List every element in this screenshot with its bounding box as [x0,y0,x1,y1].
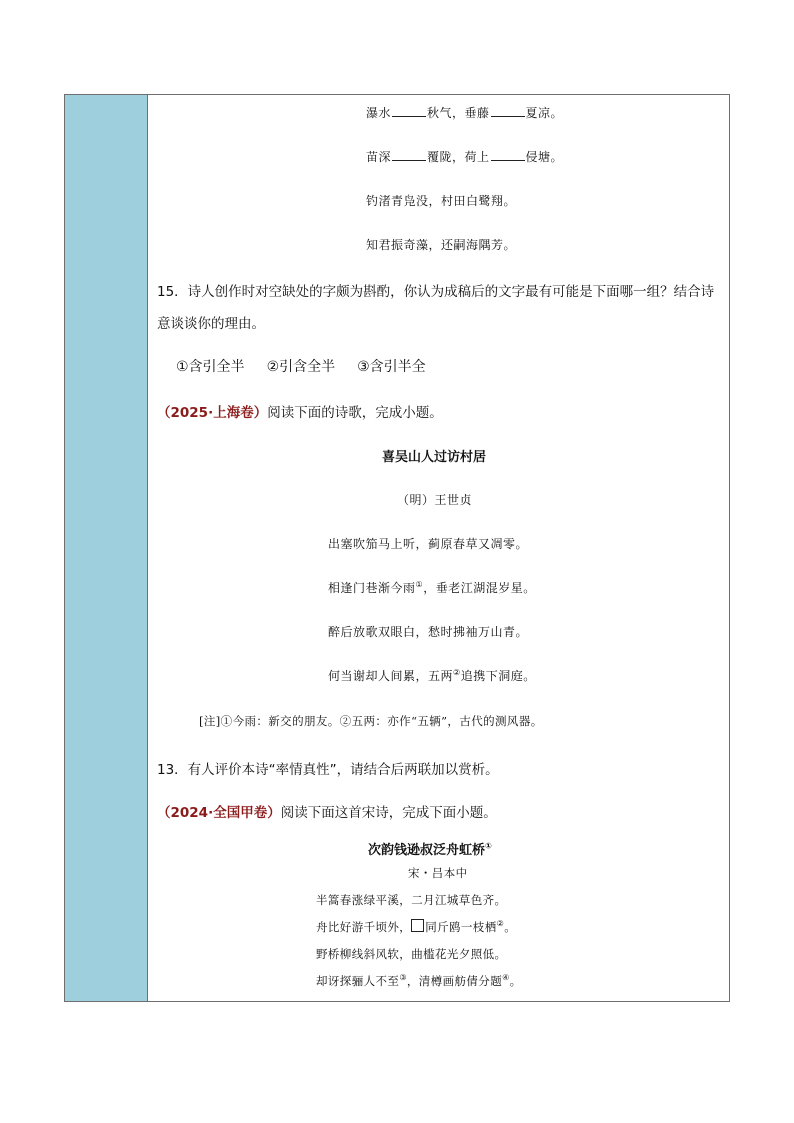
exam-source-tag: （2025·上海卷） [157,405,268,421]
option-2[interactable]: ②引含全半 [266,359,336,375]
poem1-line1 [366,104,563,121]
poem2-line1: 出塞吹笳马上听，蓟原春草又凋零。 [328,537,529,551]
fill-blank[interactable] [491,150,525,161]
option-3[interactable]: ③含引半全 [357,359,426,375]
poem1-line2 [366,148,563,165]
poem3-line2-part-b: 同斤鸥一枝栖 [425,920,497,934]
poem2-line2 [328,579,536,596]
page-frame [64,94,730,1002]
missing-character-box [411,919,424,932]
question-13: 13．有人评价本诗“率情真性”，请结合后两联加以赏析。 [157,762,499,778]
footnote-marker: ② [496,919,505,929]
poem3-line2 [316,919,516,935]
poem2-line3: 醉后放歌双眼白，愁时拂袖万山青。 [328,625,529,639]
poem2-line2-part-a: 相逢门巷渐今雨 [328,581,416,595]
poem3-title-text: 次韵钱逊叔泛舟虹桥 [368,843,486,858]
source-line-2025 [157,401,443,421]
exam-source-tag: （2024·全国甲卷） [157,805,281,821]
question-15-line2: 意谈谈你的理由。 [157,316,265,332]
poem2-line4-part-b: 追携下洞庭。 [460,669,536,683]
question-15-options [176,356,426,376]
poem1-line1-part-b: 秋气，垂藤 [427,106,490,120]
poem1-line1-part-a: 瀑水 [366,106,392,120]
poem2-annotation: [注]①今雨：新交的朋友。②五两：亦作“五辆”，古代的测风器。 [199,714,543,728]
option-1[interactable]: ①含引全半 [176,359,245,375]
poem2-line2-part-b: ，垂老江湖混岁星。 [423,581,536,595]
poem3-line4-part-c: 。 [509,974,522,988]
poem3-title [368,839,492,858]
poem3-line4-part-b: ，清樽画舫倩分题 [406,974,503,988]
fill-blank[interactable] [491,106,525,117]
fill-blank[interactable] [392,106,426,117]
fill-blank[interactable] [392,150,426,161]
footnote-marker: ③ [399,973,407,983]
source-instruction: 阅读下面这首宋诗，完成下面小题。 [280,805,497,821]
poem2-title: 喜吴山人过访村居 [382,450,487,465]
source-instruction: 阅读下面的诗歌，完成小题。 [267,405,443,421]
poem3-line4-part-a: 却讶探骊人不至 [316,974,400,988]
footnote-marker: ① [415,580,424,589]
poem3-line1: 半篙春涨绿平溪，二月江城草色齐。 [316,893,507,907]
poem2-line4 [328,667,536,684]
poem2-author: （明）王世贞 [397,493,473,507]
footnote-marker: ② [453,668,461,677]
poem3-line4 [316,973,522,989]
source-line-2024 [157,801,497,821]
poem3-line3: 野桥柳线斜风软，曲槛花光夕照低。 [316,947,507,961]
poem1-line2-part-c: 侵塘。 [525,150,564,164]
left-sidebar-column [65,95,148,1001]
poem1-line2-part-a: 苗深 [366,150,392,164]
poem1-line2-part-b: 覆陇，荷上 [427,150,490,164]
poem1-line1-part-c: 夏凉。 [525,106,564,120]
footnote-marker: ④ [502,973,510,983]
poem3-line2-part-c: 。 [504,920,517,934]
poem2-line4-part-a: 何当谢却人间累，五两 [328,669,454,683]
question-15-line1: 15．诗人创作时对空缺处的字颇为斟酌，你认为成稿后的文字最有可能是下面哪一组？结合诗 [157,284,715,300]
poem3-line2-part-a: 舟比好游千顷外， [316,920,412,934]
poem1-line4: 知君振奇藻，还嗣海隅芳。 [366,238,517,252]
footnote-marker: ① [485,841,492,851]
content-column [148,95,729,1001]
poem3-author: 宋・吕本中 [408,866,468,880]
poem1-line3: 钓渚青凫没，村田白鹭翔。 [366,194,517,208]
